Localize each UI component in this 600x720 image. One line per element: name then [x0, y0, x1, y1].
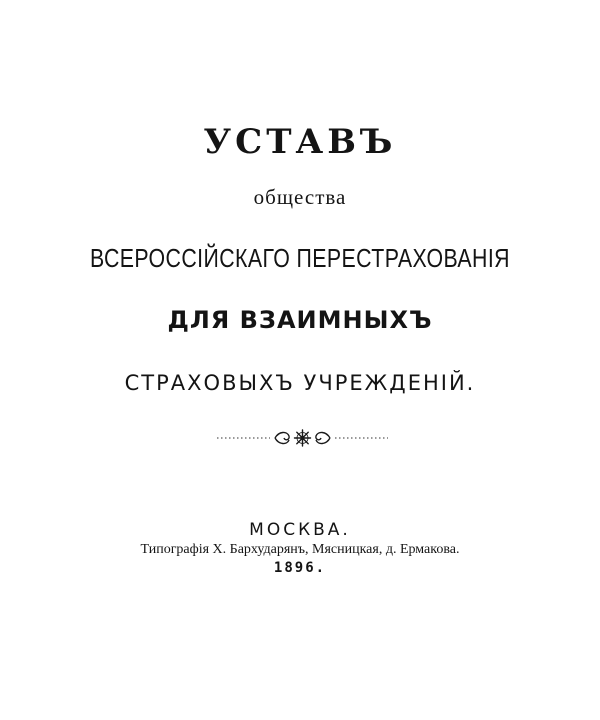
floral-divider-icon [215, 428, 390, 448]
subtitle-institutions: СТРАХОВЫХЪ УЧРЕЖДЕНІЙ. [124, 371, 476, 395]
document-title: УСТАВЪ [203, 122, 397, 162]
imprint-printer: Типографія Х. Бархударянъ, Мясницкая, д. Ермакова. [140, 542, 460, 557]
imprint-city: МОСКВА. [249, 520, 351, 540]
subtitle-society: общества [253, 185, 347, 209]
subtitle-reinsurance: ВСЕРОССІЙСКАГО ПЕРЕСТРАХОВАНІЯ [90, 243, 510, 273]
imprint-year: 1896. [273, 560, 327, 576]
subtitle-mutual: ДЛЯ ВЗАИМНЫХЪ [167, 306, 433, 334]
